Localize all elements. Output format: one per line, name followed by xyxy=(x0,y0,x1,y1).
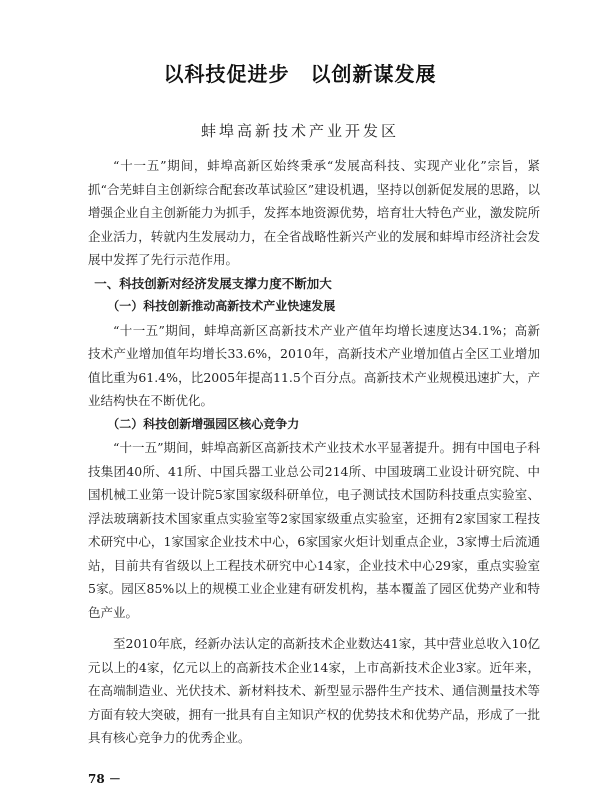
paragraph-enterprises: 至2010年底，经新办法认定的高新技术企业数达41家，其中营业总收入10亿元以上的4家，亿元以上的高新技术企业14家，上市高新技术企业3家。近年来，在高端制造业、光伏技术、新材料技术、新型显示器件生产技术、通信测量技术等方面有较大突破，拥有一批具有自主知识产权的优势技术和优势产品，形成了一批具有核心竞争力的优秀企业。 xyxy=(88,636,540,745)
subsection-heading-1: （一）科技创新推动高新技术产业快速发展 xyxy=(107,299,336,313)
page-number: 78 － xyxy=(88,772,121,786)
article-author: 蚌埠高新技术产业开发区 xyxy=(200,122,399,140)
article-title: 以科技促进步 以创新谋发展 xyxy=(163,62,437,86)
paragraph-industry-growth: “十一五”期间，蚌埠高新区高新技术产业产值年均增长速度达34.1%；高新技术产业增加值年均增长33.6%，2010年，高新技术产业增加值占全区工业增加值比重为61.4%，比2005年提高11.5个百分点。高新技术产业规模迅速扩大，产业结构快在不断优化。 xyxy=(88,322,540,408)
article-body xyxy=(88,154,540,750)
intro-paragraph: “十一五”期间，蚌埠高新区始终秉承“发展高科技、实现产业化”宗旨，紧抓“合芜蚌自主创新综合配套改革试验区”建设机遇，坚持以创新促发展的思路，以增强企业自主创新能力为抓手，发挥本地资源优势，培育壮大特色产业，激发院所企业活力，转就内生发展动力，在全省战略性新兴产业的发展和蚌埠市经济社会发展中发挥了先行示范作用。 xyxy=(88,158,540,267)
section-heading: 一、科技创新对经济发展支撑力度不断加大 xyxy=(94,275,332,291)
paragraph-tech-level: “十一五”期间，蚌埠高新区高新技术产业技术水平显著提升。拥有中国电子科技集团40所、41所、中国兵器工业总公司214所、中国玻璃工业设计研究院、中国机械工业第一设计院5家国家级科研单位，电子测试技术国防科技重点实验室、浮法玻璃新技术国家重点实验室等2家国家级重点实验室，还拥有2家国家工程技术研究中心，1家国家企业技术中心，6家国家火炬计划重点企业，3家博士后流通站，目前共有省级以上工程技术研究中心14家，企业技术中心29家，重点实验室5家。园区85%以上的规模工业企业建有研发机构，基本覆盖了园区优势产业和特色产业。 xyxy=(88,440,540,620)
subsection-heading-2: （二）科技创新增强园区核心竞争力 xyxy=(107,416,300,431)
